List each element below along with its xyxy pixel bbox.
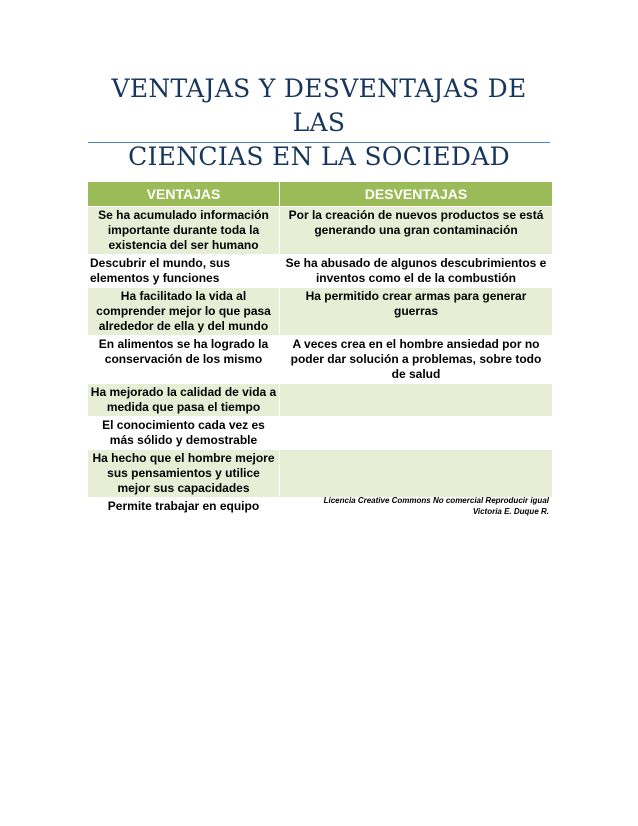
header-desventajas: DESVENTAJAS <box>280 182 553 207</box>
ventaja-cell: Ha hecho que el hombre mejore sus pensamientos y utilice mejor sus capacidades <box>88 450 280 498</box>
table-row <box>88 450 553 498</box>
desventaja-cell <box>280 450 553 498</box>
desventaja-cell: Ha permitido crear armas para generar guerras <box>280 288 553 336</box>
table-row <box>88 336 553 384</box>
ventaja-cell: Descubrir el mundo, sus elementos y funciones <box>88 255 280 288</box>
table-header-row <box>88 182 553 207</box>
table-row <box>88 288 553 336</box>
ventaja-cell: El conocimiento cada vez es más sólido y demostrable <box>88 417 280 450</box>
ventaja-cell: Se ha acumulado información importante durante toda la existencia del ser humano <box>88 207 280 255</box>
header-ventajas: VENTAJAS <box>88 182 280 207</box>
ventaja-cell: Ha mejorado la calidad de vida a medida que pasa el tiempo <box>88 384 280 417</box>
desventaja-cell: Por la creación de nuevos productos se está generando una gran contaminación <box>280 207 553 255</box>
table-row <box>88 384 553 417</box>
license-note <box>300 495 549 517</box>
document-title <box>88 72 550 174</box>
table-row <box>88 255 553 288</box>
desventaja-cell <box>280 417 553 450</box>
desventaja-cell: A veces crea en el hombre ansiedad por no poder dar solución a problemas, sobre todo de salud <box>280 336 553 384</box>
license-line: Licencia Creative Commons No comercial Reproducir igual <box>323 496 549 505</box>
title-line-2: CIENCIAS EN LA SOCIEDAD <box>128 142 510 171</box>
ventaja-cell: Permite trabajar en equipo <box>88 498 280 516</box>
desventaja-cell <box>280 384 553 417</box>
title-line-1: VENTAJAS Y DESVENTAJAS DE LAS <box>111 74 527 137</box>
table-row <box>88 417 553 450</box>
pros-cons-table <box>87 181 553 516</box>
ventaja-cell: Ha facilitado la vida al comprender mejor lo que pasa alrededor de ella y del mundo <box>88 288 280 336</box>
desventaja-cell: Se ha abusado de algunos descubrimientos e inventos como el de la combustión <box>280 255 553 288</box>
table-row <box>88 207 553 255</box>
title-underline <box>88 142 550 143</box>
ventaja-cell: En alimentos se ha logrado la conservación de los mismo <box>88 336 280 384</box>
author-line: Victoria E. Duque R. <box>472 507 549 516</box>
